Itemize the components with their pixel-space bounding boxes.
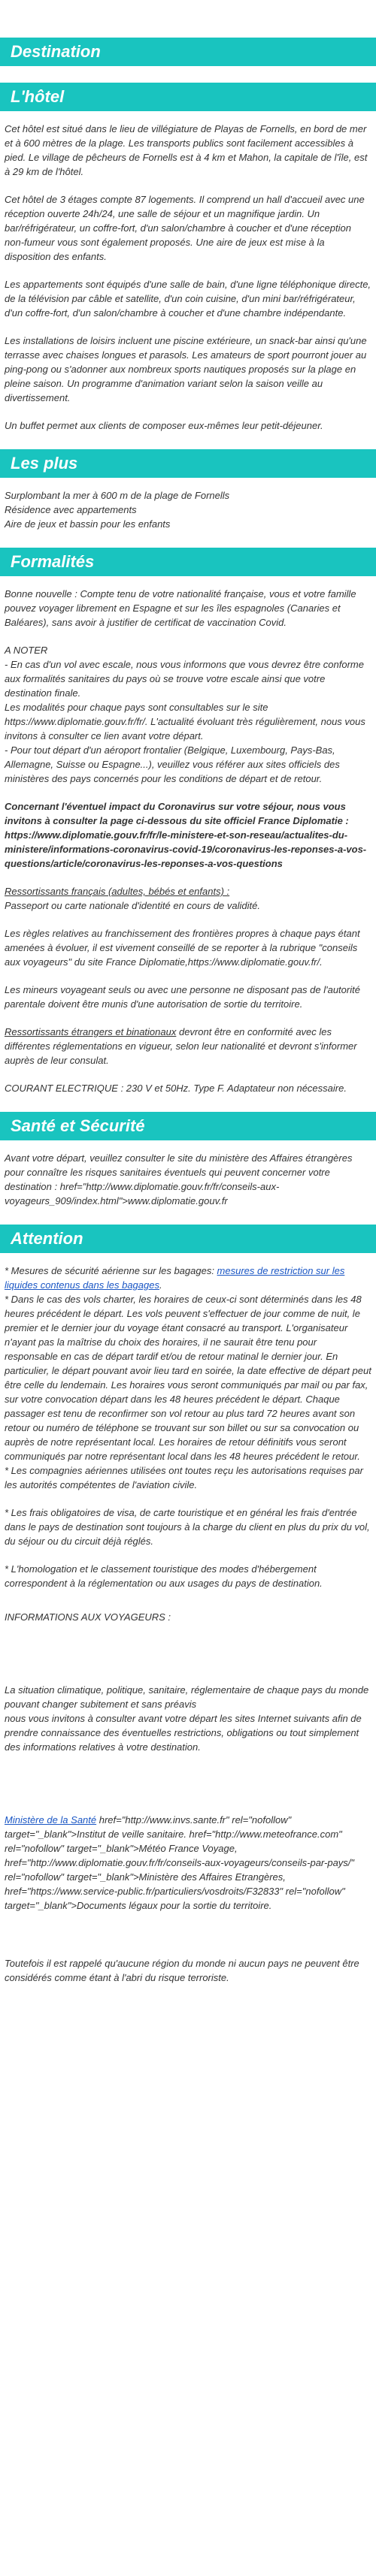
hotel-content: [0, 122, 376, 433]
page: [0, 38, 376, 2024]
a-noter-block: [5, 643, 371, 786]
liens-text: href="http://www.invs.sante.fr" rel="nofollow" target="_blank">Institut de veille sanitaire. href="http://www.meteofrance.com" rel="nofollow" target="_blank">Météo France Voyage, href="http://www.diplomatie.gouv.fr/fr/conseils-aux-voyageurs/conseils-par-pays/" rel="nofollow" target="_blank">Ministère des Affaires Etrangères, href="https://www.service-public.fr/particuliers/vosdroits/F32833" rel="nofollow" target="_blank">Documents légaux pour la sortie du territoire.: [5, 1814, 355, 1911]
situation-paragraph: [5, 1683, 371, 1754]
formalites-section: [0, 548, 376, 1095]
mesures-suffix: .: [159, 1279, 162, 1291]
sante-line: destination : href="http://www.diplomatie.gouv.fr/fr/conseils-aux-voyageurs_909/index.html">www.diplomatie.gouv.fr: [5, 1181, 280, 1206]
mesures-prefix: * Mesures de sécurité aérienne sur les bagages:: [5, 1265, 217, 1276]
ministere-sante-link[interactable]: Ministère de la Santé: [5, 1814, 97, 1826]
toutefois-paragraph: Toutefois il est rappelé qu'aucune région du monde ni aucun pays ne peuvent être considérés comme étant à l'abri du risque terroriste.: [5, 1958, 359, 1983]
a-noter-line: - Pour tout départ d'un aéroport frontalier (Belgique, Luxembourg, Pays-Bas, Allemagne, Suisse ou Espagne...), veuillez vous référer aux sites officiels des ministères des pays concernés pour les conditions de départ et de retour.: [5, 744, 340, 784]
attention-section: [0, 1225, 376, 1985]
homologation-paragraph: * L'homologation et le classement touristique des modes d'hébergement correspondent à la réglementation ou aux usages du pays de destination.: [5, 1563, 323, 1589]
ressortissants-francais-label: Ressortissants français (adultes, bébés et enfants) :: [5, 886, 230, 897]
sante-line: Avant votre départ, veuillez consulter le site du ministère des Affaires étrangères pour connaître les risques sanitaires éventuels qui peuvent concerner votre: [5, 1152, 353, 1178]
plus-item: Aire de jeux et bassin pour les enfants: [5, 518, 171, 530]
sante-content: [0, 1151, 376, 1208]
a-noter-line: - En cas d'un vol avec escale, nous vous informons que vous devrez être conforme aux formalités sanitaires du pays où se trouve votre escale ainsi que votre destination finale.: [5, 659, 364, 699]
frais-paragraph: * Les frais obligatoires de visa, de carte touristique et en général les frais d'entrée dans le pays de destination sont toujours à la charge du client en plus du prix du vol, du séjour ou du circuit déjà réglés.: [5, 1507, 370, 1547]
mesures-paragraph: [5, 1264, 371, 1292]
formalites-paragraph: Bonne nouvelle : Compte tenu de votre nationalité française, vous et votre famille pouvez voyager librement en Espagne et sur les îles espagnoles (Canaries et Baléares), sans avoir à justifier de certificat de vaccination Covid.: [5, 588, 356, 628]
plus-section: [0, 449, 376, 531]
plus-item: Surplombant la mer à 600 m de la plage de Fornells: [5, 490, 230, 501]
plus-item: Résidence avec appartements: [5, 504, 137, 515]
a-noter-line: A NOTER: [5, 645, 48, 656]
attention-content: [0, 1264, 376, 1985]
ressortissants-francais: [5, 884, 371, 913]
ressortissants-francais-text: Passeport ou carte nationale d'identité en cours de validité.: [5, 900, 260, 911]
coronavirus-notice: Concernant l'éventuel impact du Coronavirus sur votre séjour, nous vous invitons à consulter la page ci-dessous du site officiel France Diplomatie : https://www.diplomatie.gouv.fr/fr/le-ministere-et-son-reseau/actualites-du-ministere/informations-coronavirus-covid-19/coronavirus-les-reponses-a-vos-questions/article/coronavirus-les-reponses-a-vos-questions: [5, 801, 367, 869]
mineurs-paragraph: Les mineurs voyageant seuls ou avec une personne ne disposant pas de l'autorité parentale doivent être munis d'une autorisation de sortie du territoire.: [5, 984, 360, 1010]
situation-line: La situation climatique, politique, sanitaire, réglementaire de chaque pays du monde pouvant changer subitement et sans préavis: [5, 1684, 369, 1710]
situation-line: nous vous invitons à consulter avant votre départ les sites Internet suivants afin de prendre connaissance des éventuelles restrictions, obligations ou tout simplement des informations relatives à votre destination.: [5, 1713, 362, 1753]
attention-heading: Attention: [0, 1225, 376, 1253]
sante-section: [0, 1112, 376, 1208]
plus-heading: Les plus: [0, 449, 376, 478]
courant-electrique: COURANT ELECTRIQUE : 230 V et 50Hz. Type F. Adaptateur non nécessaire.: [5, 1083, 347, 1094]
informations-voyageurs-label: INFORMATIONS AUX VOYAGEURS :: [5, 1611, 171, 1623]
hotel-paragraph: Les installations de loisirs incluent une piscine extérieure, un snack-bar ainsi qu'une terrasse avec chaises longues et parasols. Les amateurs de sport pourront jouer au ping-pong ou s'adonner aux nombreux sports nautiques proposés sur la plage en pleine saison. Un programme d'animation variant selon la saison veille au divertissement.: [5, 335, 367, 403]
compagnies-paragraph: * Les compagnies aériennes utilisées ont toutes reçu les autorisations requises par les autorités compétentes de l'aviation civile.: [5, 1465, 363, 1490]
regles-paragraph: Les règles relatives au franchissement des frontières propres à chaque pays étant amenées à évoluer, il est vivement conseillé de se reporter à la rubrique "conseils aux voyageurs" du site France Diplomatie,https://www.diplomatie.gouv.fr/.: [5, 928, 360, 968]
liens-paragraph: [5, 1813, 371, 1913]
horaires-paragraph: * Dans le cas des vols charter, les horaires de ceux-ci sont déterminés dans les 48 heures précédent le départ. Les vols peuvent s'effectuer de jour comme de nuit, le premier et le dernier jour du voyage étant consacré au transport. L'organisateur n'ayant pas la maîtrise du choix des horaires, il ne saurait être tenu pour responsable en cas de départ tardif et/ou de retour matinal le dernier jour. En particulier, le départ pouvant avoir lieu tard en soirée, la date effective de départ peut être celle du lendemain. Les horaires vous seront communiqués par mail ou par fax, sur votre convocation départ dans les 48 heures précédent le départ. Chaque passager est tenu de reconfirmer son vol retour au plus tard 72 heures avant son retour ou numéro de téléphone se trouvant sur son billet ou sur sa convocation ou auprès de notre représentant local. Les horaires de retour définitifs vous seront communiqués par notre représentant local dans les 48 heures précédent le retour.: [5, 1294, 371, 1462]
ressortissants-etrangers: [5, 1025, 371, 1068]
hotel-paragraph: Cet hôtel de 3 étages compte 87 logements. Il comprend un hall d'accueil avec une réception ouverte 24h/24, une salle de séjour et un magnifique jardin. Un bar/réfrigérateur, un coffre-fort, d'un salon/chambre à coucher et d'une réception non-fumeur vous sont également proposés. Une aire de jeux est mise à la disposition des enfants.: [5, 194, 365, 262]
formalites-heading: Formalités: [0, 548, 376, 576]
destination-section: [0, 38, 376, 66]
ressortissants-etrangers-text: devront être en conformité avec les différentes réglementations en vigueur, selon leur nationalité et devront s'informer auprès de leur consulat.: [5, 1026, 357, 1066]
hotel-paragraph: Cet hôtel est situé dans le lieu de villégiature de Playas de Fornells, en bord de mer et à 600 mètres de la plage. Les transports publics sont facilement accessibles à pied. Le village de pêcheurs de Fornells est à 4 km et Mahon, la capitale de l'île, est à 29 km de l'hôtel.: [5, 123, 368, 177]
hotel-heading: L'hôtel: [0, 83, 376, 111]
hotel-section: [0, 83, 376, 433]
plus-list: [0, 488, 376, 531]
ressortissants-etrangers-label: Ressortissants étrangers et binationaux: [5, 1026, 177, 1037]
hotel-paragraph: Les appartements sont équipés d'une salle de bain, d'une ligne téléphonique directe, de la télévision par câble et satellite, d'un coin cuisine, d'un mini bar/réfrigérateur, d'un coffre-fort, d'un salon/chambre à coucher et d'une chambre indépendante.: [5, 279, 371, 319]
hotel-paragraph: Un buffet permet aux clients de composer eux-mêmes leur petit-déjeuner.: [5, 420, 323, 431]
mesures-restriction-link[interactable]: mesures de restriction sur les liquides contenus dans les bagages: [5, 1265, 345, 1291]
a-noter-line: Les modalités pour chaque pays sont consultables sur le site https://www.diplomatie.gouv.fr/fr/. L'actualité évoluant très régulièrement, nous vous invitons à consulter ce lien avant votre départ.: [5, 702, 365, 741]
destination-heading: Destination: [0, 38, 376, 66]
formalites-content: [0, 587, 376, 1095]
sante-heading: Santé et Sécurité: [0, 1112, 376, 1140]
